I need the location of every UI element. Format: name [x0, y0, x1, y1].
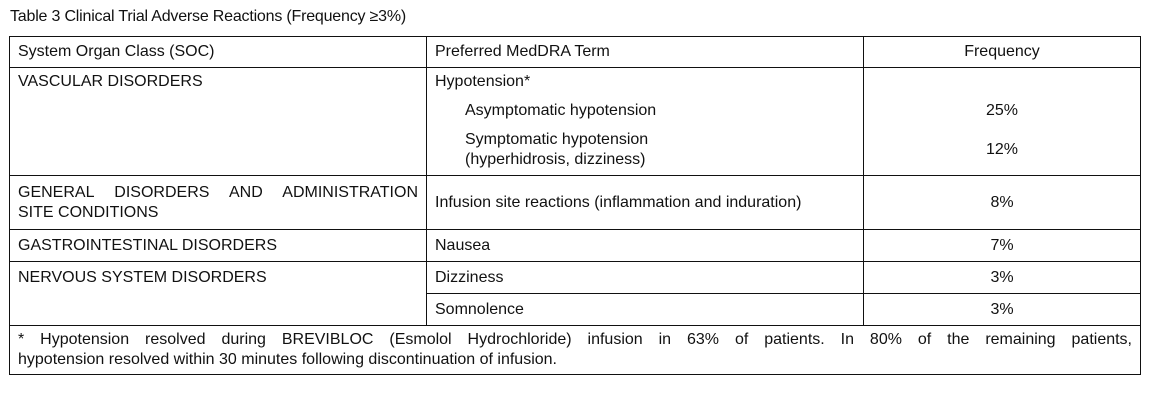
- term-asymptomatic-hypotension: Asymptomatic hypotension: [427, 96, 864, 126]
- freq-nausea: 7%: [864, 230, 1141, 262]
- term-nausea: Nausea: [427, 230, 864, 262]
- header-frequency: Frequency: [864, 37, 1141, 68]
- term-infusion-site-reactions: Infusion site reactions (inflammation and induration): [427, 176, 864, 230]
- adverse-reactions-table: [9, 36, 1141, 375]
- soc-general-line1: GENERAL DISORDERS AND ADMINISTRATION: [18, 184, 418, 201]
- table-row: [10, 262, 1141, 294]
- term-hypotension: Hypotension*: [427, 68, 864, 96]
- footnote-line1: * Hypotension resolved during BREVIBLOC (Esmolol Hydrochloride) infusion in 63% of patients. In 80% of the remaining patients,: [18, 331, 1132, 348]
- term-symptomatic-line1: Symptomatic hypotension: [465, 131, 649, 149]
- table-row: [10, 176, 1141, 230]
- header-term: Preferred MedDRA Term: [427, 37, 864, 68]
- footnote: [10, 326, 1141, 375]
- soc-gastrointestinal: GASTROINTESTINAL DISORDERS: [10, 230, 427, 262]
- term-symptomatic-line2: (hyperhidrosis, dizziness): [465, 151, 646, 169]
- term-symptomatic-hypotension: [427, 126, 864, 176]
- table-header-row: [10, 37, 1141, 68]
- table-caption: Table 3 Clinical Trial Adverse Reactions (Frequency ≥3%): [10, 8, 406, 25]
- soc-nervous-system: NERVOUS SYSTEM DISORDERS: [10, 262, 427, 326]
- freq-asymptomatic-hypotension: 25%: [864, 96, 1141, 126]
- soc-general-disorders: [10, 176, 427, 230]
- footnote-row: [10, 326, 1141, 375]
- freq-somnolence: 3%: [864, 294, 1141, 326]
- freq-symptomatic-hypotension: 12%: [864, 126, 1141, 176]
- table-row: [10, 230, 1141, 262]
- freq-dizziness: 3%: [864, 262, 1141, 294]
- soc-vascular: VASCULAR DISORDERS: [10, 68, 427, 176]
- freq-empty: [864, 68, 1141, 96]
- header-soc: System Organ Class (SOC): [10, 37, 427, 68]
- table-row: [10, 68, 1141, 96]
- soc-general-line2: SITE CONDITIONS: [18, 204, 159, 221]
- footnote-line2: hypotension resolved within 30 minutes following discontinuation of infusion.: [18, 351, 557, 368]
- term-dizziness: Dizziness: [427, 262, 864, 294]
- freq-infusion-site-reactions: 8%: [864, 176, 1141, 230]
- term-somnolence: Somnolence: [427, 294, 864, 326]
